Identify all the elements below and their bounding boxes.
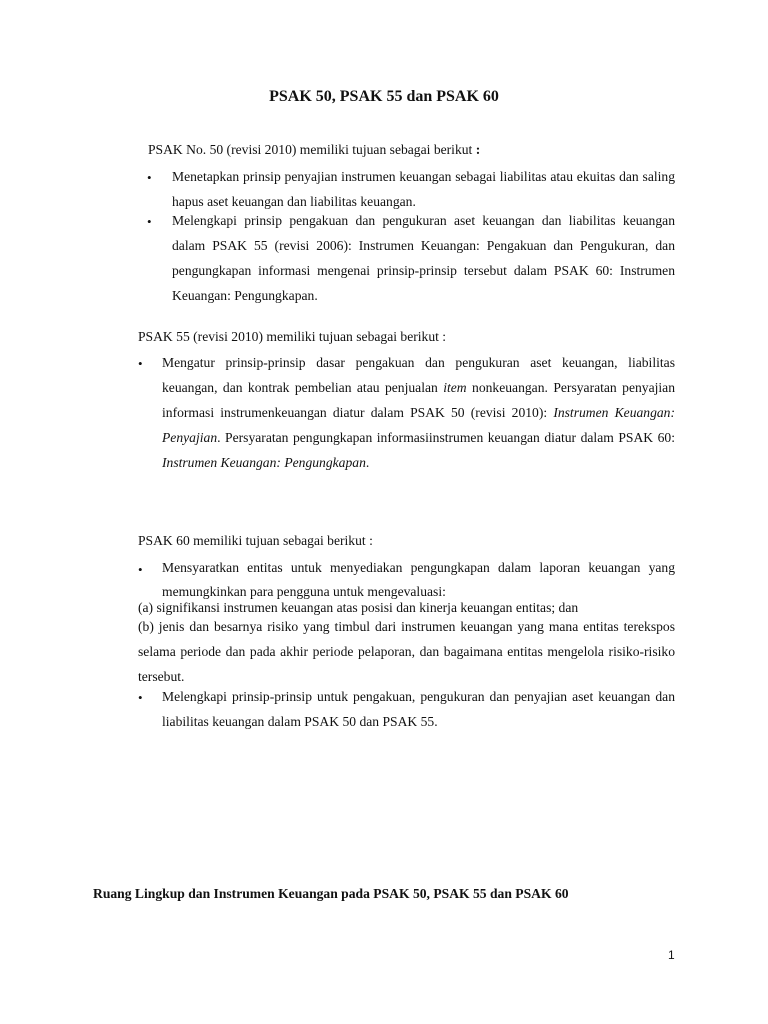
psak60-bullet-1: Mensyaratkan entitas untuk menyediakan pengungkapan dalam laporan keuangan yang memungkinkan para pengguna untuk mengevaluasi: — [162, 560, 675, 599]
section-psak50-intro-colon: : — [475, 142, 481, 157]
psak55-bullet-text-3: . Persyaratan pengungkapan informasiinstrumen keuangan diatur dalam PSAK 60: — [217, 430, 675, 445]
bullet-icon: • — [138, 690, 143, 705]
psak55-bullet-italic-penyajian: Instrumen Keuangan: Penyajian — [162, 405, 676, 445]
psak55-bullet-text-2: nonkeuangan. Persyaratan penyajian informasi instrumenkeuangan diatur dalam PSAK 50 (revisi 2010): — [162, 380, 675, 420]
bullet-icon: • — [147, 170, 152, 185]
psak55-bullet-text-4: . — [365, 455, 370, 470]
page-number: 1 — [668, 948, 675, 962]
bullet-icon: • — [138, 562, 143, 577]
bullet-icon: • — [138, 356, 143, 371]
psak60-item-b: (b) jenis dan besarnya risiko yang timbul dari instrumen keuangan yang mana entitas terekspos selama periode dan pada akhir periode pelaporan, dan bagaimana entitas mengelola risiko-risiko tersebut. — [138, 619, 675, 684]
psak50-bullet-2: Melengkapi prinsip pengakuan dan pengukuran aset keuangan dan liabilitas keuangan dalam PSAK 55 (revisi 2006): Instrumen Keuangan: Pengakuan dan Pengukuran, dan pengungkapan informasi mengenai prinsip-prinsip tersebut dalam PSAK 60: Instrumen Keuangan: Pengungkapan. — [172, 213, 675, 303]
page-title: PSAK 50, PSAK 55 dan PSAK 60 — [269, 88, 499, 105]
psak50-bullet-1: Menetapkan prinsip penyajian instrumen keuangan sebagai liabilitas atau ekuitas dan saling hapus aset keuangan dan liabilitas keuangan. — [172, 169, 675, 209]
section-psak55-intro: PSAK 55 (revisi 2010) memiliki tujuan sebagai berikut : — [138, 329, 447, 344]
psak55-bullet-1 — [162, 350, 675, 475]
psak55-bullet-text-1: Mengatur prinsip-prinsip dasar pengakuan dan pengukuran aset keuangan, liabilitas keuangan, dan kontrak pembelian atau penjualan — [162, 355, 675, 395]
scope-heading: Ruang Lingkup dan Instrumen Keuangan pada PSAK 50, PSAK 55 dan PSAK 60 — [93, 886, 569, 901]
section-psak60-intro: PSAK 60 memiliki tujuan sebagai berikut : — [138, 533, 373, 548]
psak55-bullet-italic-pengungkapan: Instrumen Keuangan: Pengungkapan — [162, 455, 366, 470]
section-psak50-intro — [148, 142, 480, 158]
psak55-bullet-italic-item: item — [443, 380, 467, 395]
psak60-item-a: (a) signifikansi instrumen keuangan atas posisi dan kinerja keuangan entitas; dan — [138, 600, 579, 615]
psak60-bullet-2: Melengkapi prinsip-prinsip untuk pengakuan, pengukuran dan penyajian aset keuangan dan liabilitas keuangan dalam PSAK 50 dan PSAK 55. — [162, 689, 675, 729]
section-psak50-intro-text: PSAK No. 50 (revisi 2010) memiliki tujuan sebagai berikut — [148, 142, 473, 157]
bullet-icon: • — [147, 214, 152, 229]
